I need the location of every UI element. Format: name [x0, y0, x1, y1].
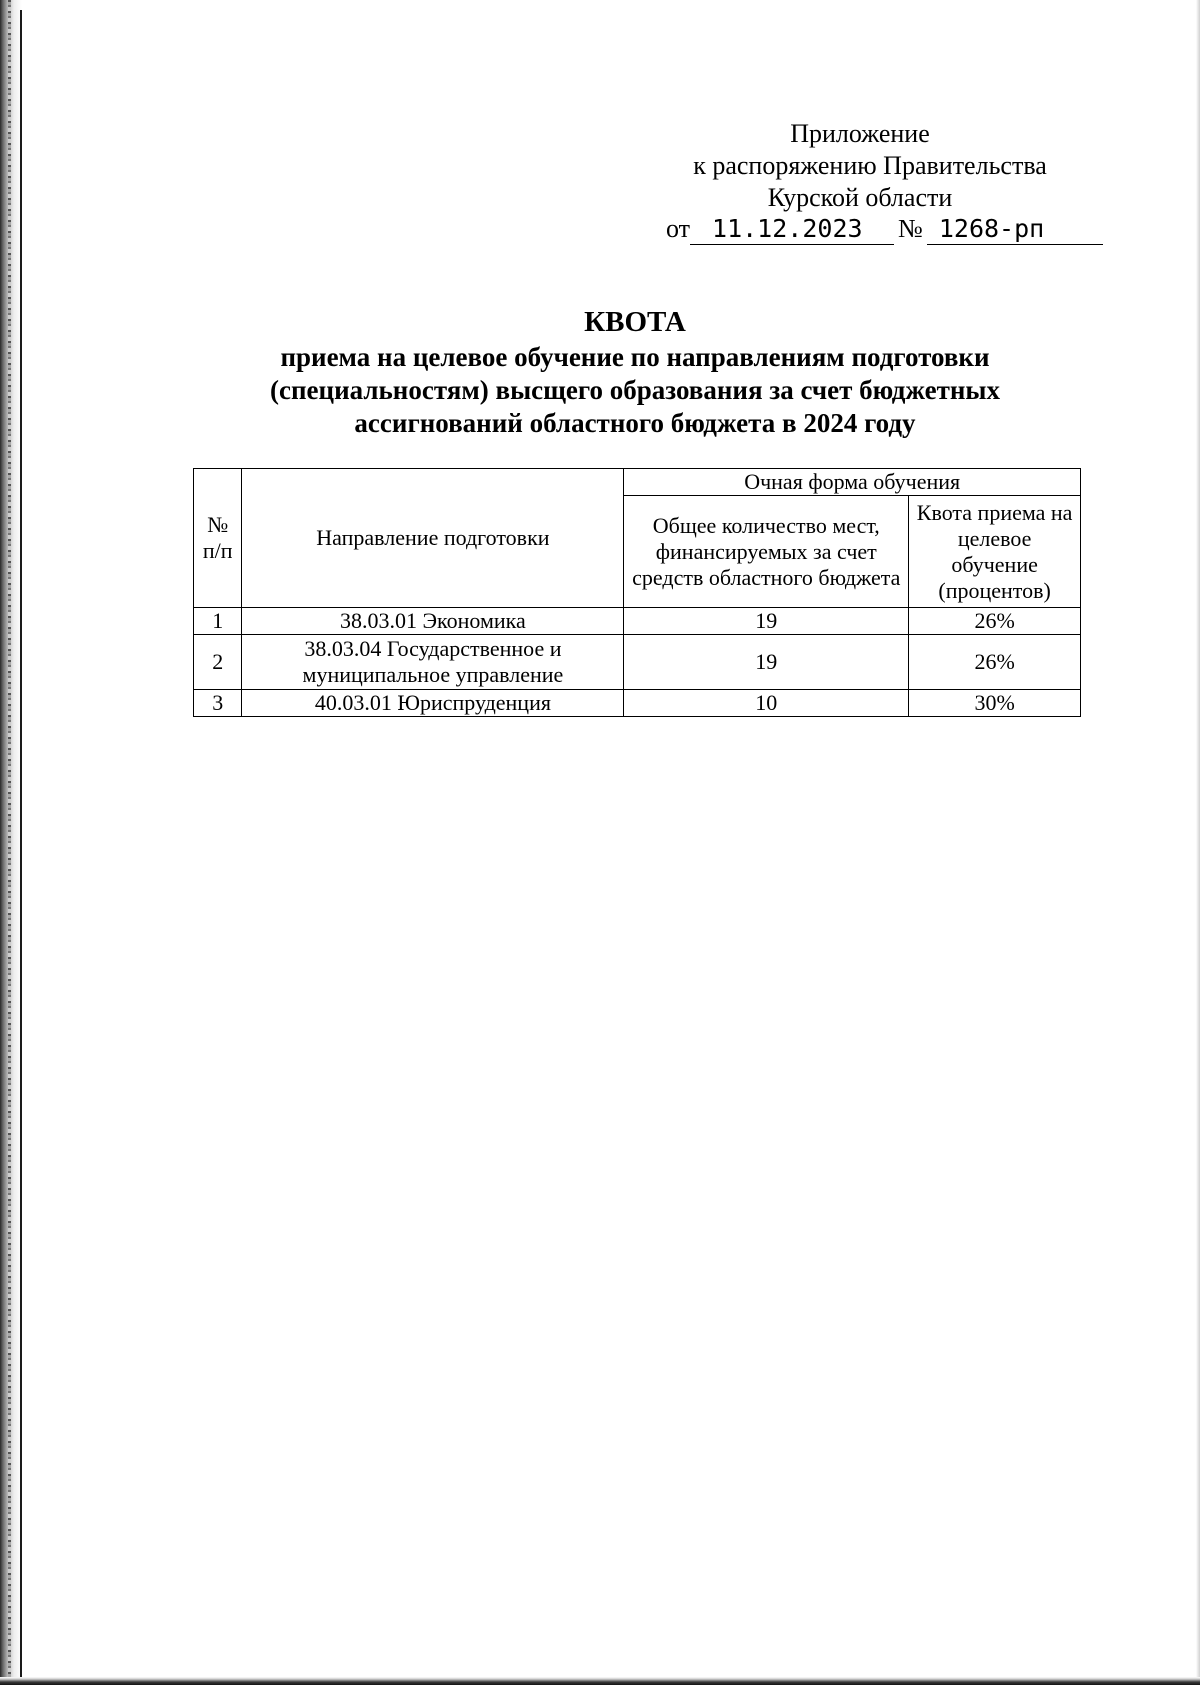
document-title	[190, 306, 1080, 440]
scan-edge-line	[20, 10, 22, 1680]
table-row	[194, 635, 1081, 690]
header-number: № п/п	[194, 469, 242, 608]
title-line-1: приема на целевое обучение по направлениям подготовки	[280, 342, 990, 372]
appendix-region: Курской области	[767, 183, 953, 212]
table-row	[194, 608, 1081, 635]
row-quota: 26%	[909, 635, 1081, 690]
scan-edge-left	[0, 0, 22, 1685]
document-number: 1268-рп	[927, 215, 1103, 245]
title-line-2: (специальностям) высщего образования за счет бюджетных	[270, 375, 1000, 405]
row-total: 10	[624, 690, 909, 717]
row-total: 19	[624, 608, 909, 635]
number-prefix: №	[898, 214, 923, 243]
document-reference	[666, 214, 1103, 245]
row-quota: 26%	[909, 608, 1081, 635]
document-date: 11.12.2023	[690, 215, 894, 245]
row-number: 1	[194, 608, 242, 635]
appendix-order-ref: к распоряжению Правительства	[693, 151, 1047, 180]
row-number: 3	[194, 690, 242, 717]
date-prefix: от	[666, 214, 691, 243]
header-total: Общее количество мест, финансируемых за счет средств областного бюджета	[624, 496, 909, 608]
appendix-label: Приложение	[790, 119, 930, 148]
row-number: 2	[194, 635, 242, 690]
table-header-row	[194, 469, 1081, 496]
appendix-header	[640, 118, 1080, 214]
row-direction: 38.03.04 Государственное и муниципальное управление	[242, 635, 624, 690]
row-direction: 40.03.01 Юриспруденция	[242, 690, 624, 717]
scan-edge-bottom	[0, 1677, 1200, 1685]
header-quota: Квота приема на целевое обучение (процентов)	[909, 496, 1081, 608]
scan-edge-right	[1196, 0, 1200, 1685]
header-form-group: Очная форма обучения	[624, 469, 1081, 496]
quota-table	[193, 468, 1081, 717]
row-direction: 38.03.01 Экономика	[242, 608, 624, 635]
title-main: КВОТА	[584, 306, 686, 338]
row-total: 19	[624, 635, 909, 690]
row-quota: 30%	[909, 690, 1081, 717]
title-line-3: ассигнований областного бюджета в 2024 году	[354, 408, 916, 438]
header-direction: Направление подготовки	[242, 469, 624, 608]
table-row	[194, 690, 1081, 717]
